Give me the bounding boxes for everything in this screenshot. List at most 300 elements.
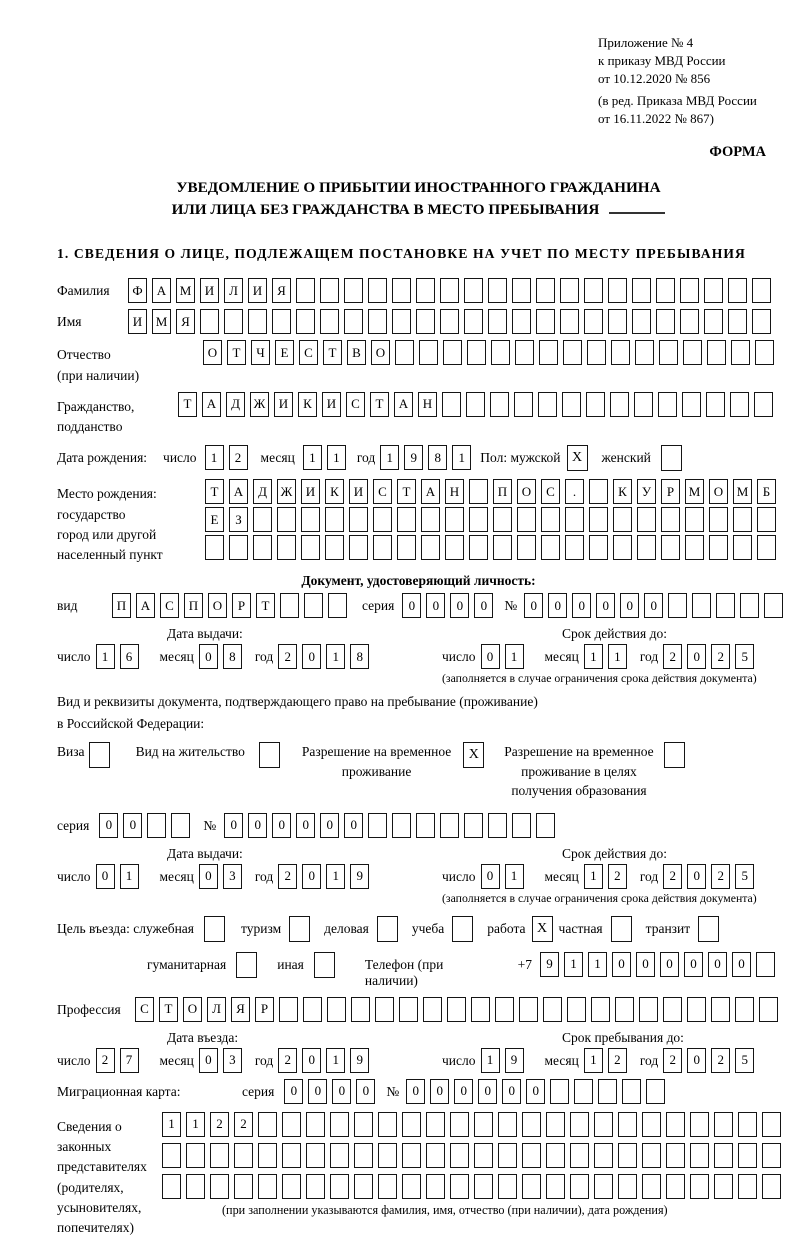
char-cell[interactable]: 0 (296, 813, 315, 838)
char-cell[interactable]: Т (227, 340, 246, 365)
char-cell[interactable] (416, 813, 435, 838)
char-cell[interactable] (594, 1174, 613, 1199)
char-cell[interactable]: 2 (278, 644, 297, 669)
char-cell[interactable]: 1 (452, 445, 471, 470)
char-cell[interactable] (368, 813, 387, 838)
char-cell[interactable]: Р (232, 593, 251, 618)
char-cell[interactable] (279, 997, 298, 1022)
char-cell[interactable] (368, 309, 387, 334)
char-cell[interactable] (162, 1174, 181, 1199)
char-cell[interactable] (354, 1143, 373, 1168)
char-cell[interactable] (589, 479, 608, 504)
char-cell[interactable] (680, 278, 699, 303)
char-cell[interactable]: 0 (572, 593, 591, 618)
char-cell[interactable]: Т (205, 479, 224, 504)
char-cell[interactable] (709, 535, 728, 560)
char-cell[interactable]: 0 (502, 1079, 521, 1104)
char-cell[interactable]: 9 (505, 1048, 524, 1073)
char-cell[interactable] (330, 1174, 349, 1199)
char-cell[interactable] (498, 1174, 517, 1199)
char-cell[interactable] (296, 278, 315, 303)
char-cell[interactable]: 0 (302, 1048, 321, 1073)
char-cell[interactable] (608, 278, 627, 303)
char-cell[interactable]: 1 (327, 445, 346, 470)
char-cell[interactable] (354, 1174, 373, 1199)
char-cell[interactable] (618, 1143, 637, 1168)
char-cell[interactable] (711, 997, 730, 1022)
char-cell[interactable]: А (229, 479, 248, 504)
purpose-other-checkbox[interactable] (314, 952, 335, 978)
char-cell[interactable]: 2 (663, 644, 682, 669)
char-cell[interactable]: 0 (526, 1079, 545, 1104)
char-cell[interactable] (229, 535, 248, 560)
char-cell[interactable] (277, 507, 296, 532)
char-cell[interactable]: 0 (474, 593, 493, 618)
char-cell[interactable]: Ч (251, 340, 270, 365)
char-cell[interactable]: 0 (356, 1079, 375, 1104)
char-cell[interactable]: 1 (608, 644, 627, 669)
char-cell[interactable]: 2 (711, 1048, 730, 1073)
char-cell[interactable]: О (183, 997, 202, 1022)
char-cell[interactable] (368, 278, 387, 303)
purpose-official-checkbox[interactable] (204, 916, 225, 942)
char-cell[interactable] (253, 507, 272, 532)
char-cell[interactable]: 1 (96, 644, 115, 669)
char-cell[interactable] (490, 392, 509, 417)
char-cell[interactable]: 0 (224, 813, 243, 838)
char-cell[interactable] (707, 340, 726, 365)
char-cell[interactable]: Т (323, 340, 342, 365)
char-cell[interactable]: 0 (548, 593, 567, 618)
char-cell[interactable]: 0 (96, 864, 115, 889)
char-cell[interactable] (474, 1143, 493, 1168)
char-cell[interactable] (474, 1174, 493, 1199)
char-cell[interactable]: Я (176, 309, 195, 334)
char-cell[interactable]: 0 (708, 952, 727, 977)
char-cell[interactable] (162, 1143, 181, 1168)
char-cell[interactable]: А (202, 392, 221, 417)
char-cell[interactable] (450, 1174, 469, 1199)
char-cell[interactable] (186, 1143, 205, 1168)
char-cell[interactable] (517, 535, 536, 560)
char-cell[interactable] (704, 278, 723, 303)
char-cell[interactable]: 1 (205, 445, 224, 470)
purpose-private-checkbox[interactable] (611, 916, 632, 942)
char-cell[interactable] (378, 1143, 397, 1168)
char-cell[interactable]: И (200, 278, 219, 303)
char-cell[interactable]: С (541, 479, 560, 504)
char-cell[interactable] (303, 997, 322, 1022)
char-cell[interactable]: 1 (505, 864, 524, 889)
char-cell[interactable] (541, 535, 560, 560)
char-cell[interactable] (706, 392, 725, 417)
char-cell[interactable] (519, 997, 538, 1022)
char-cell[interactable] (469, 507, 488, 532)
char-cell[interactable] (730, 392, 749, 417)
char-cell[interactable]: Д (226, 392, 245, 417)
char-cell[interactable] (754, 392, 773, 417)
char-cell[interactable] (373, 507, 392, 532)
char-cell[interactable] (402, 1143, 421, 1168)
char-cell[interactable]: 7 (120, 1048, 139, 1073)
char-cell[interactable] (584, 309, 603, 334)
char-cell[interactable] (253, 535, 272, 560)
char-cell[interactable] (752, 278, 771, 303)
visa-checkbox[interactable] (89, 742, 110, 768)
char-cell[interactable] (200, 309, 219, 334)
char-cell[interactable]: 1 (564, 952, 583, 977)
char-cell[interactable] (587, 340, 606, 365)
char-cell[interactable] (469, 535, 488, 560)
char-cell[interactable] (488, 278, 507, 303)
char-cell[interactable] (733, 507, 752, 532)
char-cell[interactable] (762, 1174, 781, 1199)
char-cell[interactable] (642, 1143, 661, 1168)
char-cell[interactable]: 1 (380, 445, 399, 470)
char-cell[interactable] (546, 1174, 565, 1199)
char-cell[interactable]: С (135, 997, 154, 1022)
char-cell[interactable]: Т (370, 392, 389, 417)
char-cell[interactable] (728, 309, 747, 334)
char-cell[interactable]: 8 (223, 644, 242, 669)
char-cell[interactable] (224, 309, 243, 334)
char-cell[interactable] (392, 813, 411, 838)
char-cell[interactable] (325, 535, 344, 560)
char-cell[interactable]: В (347, 340, 366, 365)
char-cell[interactable] (687, 997, 706, 1022)
char-cell[interactable] (464, 278, 483, 303)
char-cell[interactable]: 0 (687, 864, 706, 889)
char-cell[interactable] (637, 507, 656, 532)
char-cell[interactable]: Р (661, 479, 680, 504)
char-cell[interactable] (296, 309, 315, 334)
char-cell[interactable]: 1 (326, 644, 345, 669)
char-cell[interactable]: 0 (302, 864, 321, 889)
char-cell[interactable]: 0 (402, 593, 421, 618)
char-cell[interactable] (541, 507, 560, 532)
char-cell[interactable]: О (208, 593, 227, 618)
char-cell[interactable]: 0 (644, 593, 663, 618)
char-cell[interactable] (704, 309, 723, 334)
char-cell[interactable] (618, 1174, 637, 1199)
char-cell[interactable] (469, 479, 488, 504)
char-cell[interactable] (248, 309, 267, 334)
char-cell[interactable] (632, 309, 651, 334)
char-cell[interactable] (522, 1112, 541, 1137)
char-cell[interactable] (733, 535, 752, 560)
char-cell[interactable]: 0 (199, 864, 218, 889)
char-cell[interactable]: П (493, 479, 512, 504)
char-cell[interactable]: М (685, 479, 704, 504)
char-cell[interactable] (642, 1112, 661, 1137)
char-cell[interactable] (759, 997, 778, 1022)
char-cell[interactable] (661, 507, 680, 532)
char-cell[interactable] (416, 278, 435, 303)
char-cell[interactable] (762, 1112, 781, 1137)
char-cell[interactable]: 0 (344, 813, 363, 838)
char-cell[interactable] (471, 997, 490, 1022)
char-cell[interactable] (574, 1079, 593, 1104)
char-cell[interactable] (258, 1112, 277, 1137)
char-cell[interactable]: 6 (120, 644, 139, 669)
char-cell[interactable]: 0 (426, 593, 445, 618)
char-cell[interactable]: 2 (278, 1048, 297, 1073)
char-cell[interactable]: И (248, 278, 267, 303)
char-cell[interactable] (522, 1174, 541, 1199)
char-cell[interactable] (608, 309, 627, 334)
char-cell[interactable]: И (128, 309, 147, 334)
char-cell[interactable]: 2 (229, 445, 248, 470)
char-cell[interactable] (272, 309, 291, 334)
char-cell[interactable] (258, 1143, 277, 1168)
char-cell[interactable]: 0 (199, 644, 218, 669)
char-cell[interactable]: О (371, 340, 390, 365)
char-cell[interactable] (419, 340, 438, 365)
char-cell[interactable]: С (346, 392, 365, 417)
char-cell[interactable] (728, 278, 747, 303)
char-cell[interactable]: 9 (404, 445, 423, 470)
char-cell[interactable] (685, 535, 704, 560)
char-cell[interactable] (205, 535, 224, 560)
sex-male-checkbox[interactable]: X (567, 445, 588, 471)
char-cell[interactable] (450, 1143, 469, 1168)
char-cell[interactable] (663, 997, 682, 1022)
char-cell[interactable]: А (421, 479, 440, 504)
char-cell[interactable] (493, 535, 512, 560)
char-cell[interactable]: 0 (332, 1079, 351, 1104)
char-cell[interactable] (755, 340, 774, 365)
char-cell[interactable]: 0 (478, 1079, 497, 1104)
char-cell[interactable]: 0 (732, 952, 751, 977)
char-cell[interactable] (498, 1143, 517, 1168)
char-cell[interactable]: 0 (123, 813, 142, 838)
char-cell[interactable] (442, 392, 461, 417)
char-cell[interactable]: 1 (326, 864, 345, 889)
char-cell[interactable] (445, 535, 464, 560)
char-cell[interactable] (634, 392, 653, 417)
char-cell[interactable] (536, 278, 555, 303)
char-cell[interactable] (512, 309, 531, 334)
char-cell[interactable] (543, 997, 562, 1022)
char-cell[interactable]: 2 (608, 864, 627, 889)
char-cell[interactable]: 0 (308, 1079, 327, 1104)
char-cell[interactable]: Ж (250, 392, 269, 417)
char-cell[interactable] (714, 1112, 733, 1137)
char-cell[interactable] (584, 278, 603, 303)
char-cell[interactable]: М (176, 278, 195, 303)
char-cell[interactable]: 5 (735, 644, 754, 669)
char-cell[interactable] (589, 535, 608, 560)
char-cell[interactable] (328, 593, 347, 618)
char-cell[interactable]: 0 (99, 813, 118, 838)
char-cell[interactable] (762, 1143, 781, 1168)
char-cell[interactable]: 1 (186, 1112, 205, 1137)
purpose-tourism-checkbox[interactable] (289, 916, 310, 942)
char-cell[interactable] (495, 997, 514, 1022)
char-cell[interactable] (344, 278, 363, 303)
char-cell[interactable]: О (709, 479, 728, 504)
char-cell[interactable]: К (325, 479, 344, 504)
char-cell[interactable]: 2 (278, 864, 297, 889)
char-cell[interactable]: М (733, 479, 752, 504)
char-cell[interactable]: 0 (248, 813, 267, 838)
char-cell[interactable] (682, 392, 701, 417)
char-cell[interactable] (522, 1143, 541, 1168)
char-cell[interactable]: А (136, 593, 155, 618)
char-cell[interactable]: 1 (303, 445, 322, 470)
char-cell[interactable]: 1 (584, 1048, 603, 1073)
char-cell[interactable] (306, 1143, 325, 1168)
char-cell[interactable]: 0 (302, 644, 321, 669)
char-cell[interactable]: 0 (481, 644, 500, 669)
char-cell[interactable]: И (274, 392, 293, 417)
char-cell[interactable]: Б (757, 479, 776, 504)
char-cell[interactable] (349, 535, 368, 560)
char-cell[interactable]: А (152, 278, 171, 303)
char-cell[interactable]: Л (207, 997, 226, 1022)
char-cell[interactable] (327, 997, 346, 1022)
char-cell[interactable] (397, 507, 416, 532)
char-cell[interactable] (668, 593, 687, 618)
char-cell[interactable]: 2 (96, 1048, 115, 1073)
char-cell[interactable] (375, 997, 394, 1022)
char-cell[interactable]: Т (178, 392, 197, 417)
char-cell[interactable] (536, 309, 555, 334)
char-cell[interactable]: Т (256, 593, 275, 618)
char-cell[interactable] (658, 392, 677, 417)
char-cell[interactable] (147, 813, 166, 838)
char-cell[interactable]: 3 (223, 1048, 242, 1073)
char-cell[interactable] (466, 392, 485, 417)
purpose-transit-checkbox[interactable] (698, 916, 719, 942)
char-cell[interactable] (690, 1112, 709, 1137)
char-cell[interactable]: 0 (199, 1048, 218, 1073)
char-cell[interactable] (613, 507, 632, 532)
char-cell[interactable] (642, 1174, 661, 1199)
char-cell[interactable]: 0 (430, 1079, 449, 1104)
char-cell[interactable] (378, 1112, 397, 1137)
char-cell[interactable] (423, 997, 442, 1022)
char-cell[interactable]: К (298, 392, 317, 417)
char-cell[interactable] (445, 507, 464, 532)
char-cell[interactable] (589, 507, 608, 532)
char-cell[interactable] (210, 1174, 229, 1199)
char-cell[interactable]: Ж (277, 479, 296, 504)
char-cell[interactable]: 1 (505, 644, 524, 669)
char-cell[interactable] (282, 1174, 301, 1199)
char-cell[interactable] (464, 309, 483, 334)
char-cell[interactable] (280, 593, 299, 618)
char-cell[interactable] (351, 997, 370, 1022)
char-cell[interactable]: 9 (350, 1048, 369, 1073)
char-cell[interactable] (282, 1112, 301, 1137)
char-cell[interactable] (622, 1079, 641, 1104)
char-cell[interactable]: Д (253, 479, 272, 504)
char-cell[interactable] (277, 535, 296, 560)
char-cell[interactable] (598, 1079, 617, 1104)
char-cell[interactable]: З (229, 507, 248, 532)
char-cell[interactable]: 3 (223, 864, 242, 889)
char-cell[interactable]: И (301, 479, 320, 504)
char-cell[interactable]: К (613, 479, 632, 504)
char-cell[interactable] (443, 340, 462, 365)
char-cell[interactable] (306, 1174, 325, 1199)
char-cell[interactable] (738, 1143, 757, 1168)
char-cell[interactable]: 5 (735, 1048, 754, 1073)
char-cell[interactable] (666, 1143, 685, 1168)
char-cell[interactable]: М (152, 309, 171, 334)
char-cell[interactable]: Я (231, 997, 250, 1022)
char-cell[interactable]: 1 (162, 1112, 181, 1137)
char-cell[interactable] (447, 997, 466, 1022)
char-cell[interactable] (546, 1143, 565, 1168)
char-cell[interactable] (488, 309, 507, 334)
char-cell[interactable]: 9 (350, 864, 369, 889)
char-cell[interactable] (635, 340, 654, 365)
char-cell[interactable] (560, 309, 579, 334)
char-cell[interactable]: Н (445, 479, 464, 504)
char-cell[interactable]: Т (159, 997, 178, 1022)
char-cell[interactable] (656, 278, 675, 303)
char-cell[interactable] (399, 997, 418, 1022)
char-cell[interactable]: Н (418, 392, 437, 417)
char-cell[interactable] (330, 1112, 349, 1137)
char-cell[interactable] (632, 278, 651, 303)
char-cell[interactable] (731, 340, 750, 365)
char-cell[interactable]: 5 (735, 864, 754, 889)
char-cell[interactable]: С (373, 479, 392, 504)
char-cell[interactable]: 1 (120, 864, 139, 889)
char-cell[interactable] (344, 309, 363, 334)
char-cell[interactable]: 1 (584, 864, 603, 889)
char-cell[interactable]: 0 (687, 1048, 706, 1073)
char-cell[interactable] (567, 997, 586, 1022)
char-cell[interactable] (646, 1079, 665, 1104)
char-cell[interactable] (493, 507, 512, 532)
char-cell[interactable] (392, 278, 411, 303)
char-cell[interactable] (560, 278, 579, 303)
char-cell[interactable] (716, 593, 735, 618)
char-cell[interactable] (536, 813, 555, 838)
char-cell[interactable]: 0 (406, 1079, 425, 1104)
char-cell[interactable]: 1 (584, 644, 603, 669)
char-cell[interactable]: Р (255, 997, 274, 1022)
char-cell[interactable]: Я (272, 278, 291, 303)
char-cell[interactable]: 8 (428, 445, 447, 470)
char-cell[interactable] (514, 392, 533, 417)
char-cell[interactable]: 9 (540, 952, 559, 977)
char-cell[interactable] (402, 1174, 421, 1199)
char-cell[interactable] (738, 1112, 757, 1137)
purpose-humanitarian-checkbox[interactable] (236, 952, 257, 978)
char-cell[interactable] (586, 392, 605, 417)
char-cell[interactable] (757, 507, 776, 532)
char-cell[interactable] (450, 1112, 469, 1137)
char-cell[interactable] (639, 997, 658, 1022)
char-cell[interactable]: С (160, 593, 179, 618)
char-cell[interactable]: Е (275, 340, 294, 365)
sex-female-checkbox[interactable] (661, 445, 682, 471)
char-cell[interactable] (683, 340, 702, 365)
char-cell[interactable] (565, 507, 584, 532)
char-cell[interactable] (738, 1174, 757, 1199)
char-cell[interactable]: 0 (612, 952, 631, 977)
char-cell[interactable] (709, 507, 728, 532)
char-cell[interactable] (373, 535, 392, 560)
residence-permit-checkbox[interactable] (259, 742, 280, 768)
char-cell[interactable] (757, 535, 776, 560)
char-cell[interactable]: 2 (711, 644, 730, 669)
